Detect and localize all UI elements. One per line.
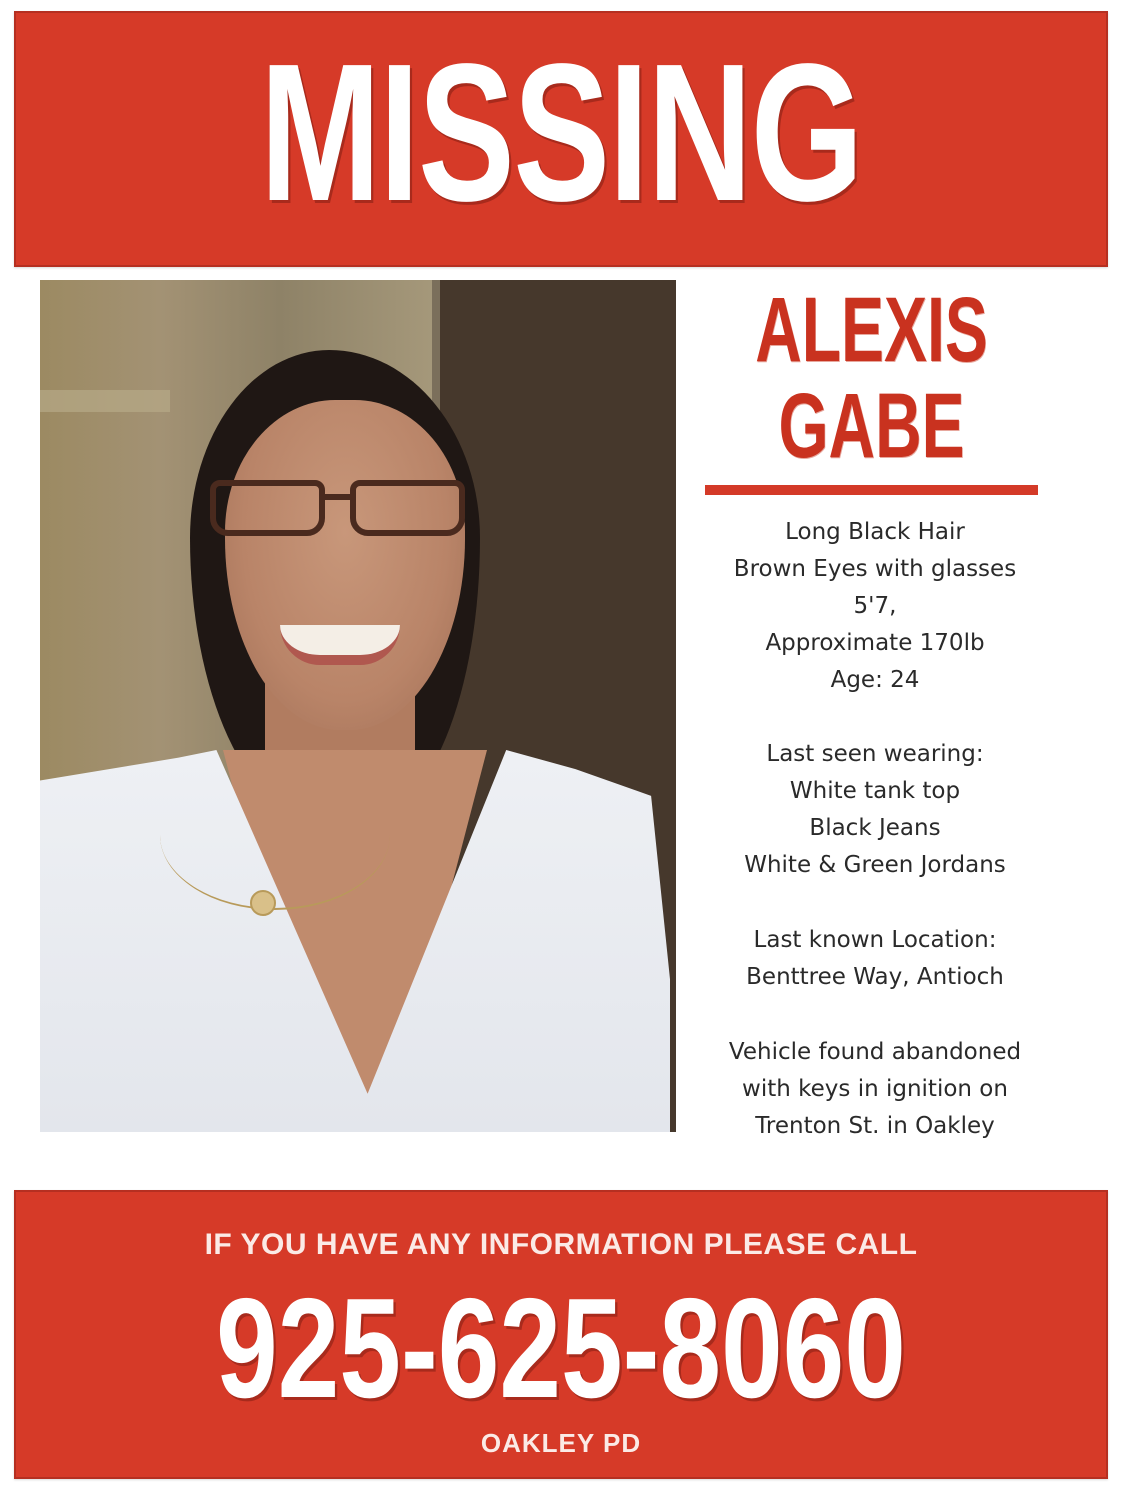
clothing-bottoms: Black Jeans bbox=[809, 815, 941, 841]
pendant-icon bbox=[250, 890, 276, 916]
photo-wall-trim bbox=[40, 390, 170, 412]
location-value: Benttree Way, Antioch bbox=[746, 964, 1004, 990]
person-last-name: GABE bbox=[778, 375, 965, 477]
vehicle-line-1: Vehicle found abandoned bbox=[728, 1039, 1022, 1065]
detail-age: Age: 24 bbox=[830, 667, 920, 693]
clothing-shoes: White & Green Jordans bbox=[744, 852, 1006, 878]
header-banner bbox=[14, 11, 1108, 267]
glasses-lens-left bbox=[210, 480, 325, 536]
contact-banner bbox=[14, 1190, 1108, 1479]
vehicle-note bbox=[700, 1034, 1050, 1145]
location-heading: Last known Location: bbox=[753, 927, 997, 953]
glasses-icon bbox=[210, 480, 470, 540]
headline: MISSING bbox=[259, 23, 863, 242]
clothing-top: White tank top bbox=[789, 778, 961, 804]
person-first-name: ALEXIS bbox=[755, 279, 988, 381]
detail-eyes: Brown Eyes with glasses bbox=[733, 556, 1017, 582]
glasses-bridge bbox=[322, 494, 352, 500]
necklace-icon bbox=[160, 760, 390, 910]
vehicle-line-2: with keys in ignition on bbox=[742, 1076, 1008, 1102]
contact-phone-number: 925-625-8060 bbox=[216, 1269, 906, 1428]
detail-hair: Long Black Hair bbox=[785, 519, 965, 545]
name-divider bbox=[705, 485, 1038, 495]
agency-name: OAKLEY PD bbox=[480, 1428, 642, 1458]
vehicle-line-3: Trenton St. in Oakley bbox=[755, 1113, 995, 1139]
missing-person-photo bbox=[40, 280, 676, 1132]
detail-height: 5'7, bbox=[853, 593, 897, 619]
clothing-description bbox=[700, 736, 1050, 884]
physical-description bbox=[700, 514, 1050, 699]
glasses-lens-right bbox=[350, 480, 465, 536]
last-known-location bbox=[700, 922, 1050, 996]
call-to-action: IF YOU HAVE ANY INFORMATION PLEASE CALL bbox=[204, 1228, 918, 1261]
detail-weight: Approximate 170lb bbox=[765, 630, 985, 656]
clothing-heading: Last seen wearing: bbox=[766, 741, 984, 767]
